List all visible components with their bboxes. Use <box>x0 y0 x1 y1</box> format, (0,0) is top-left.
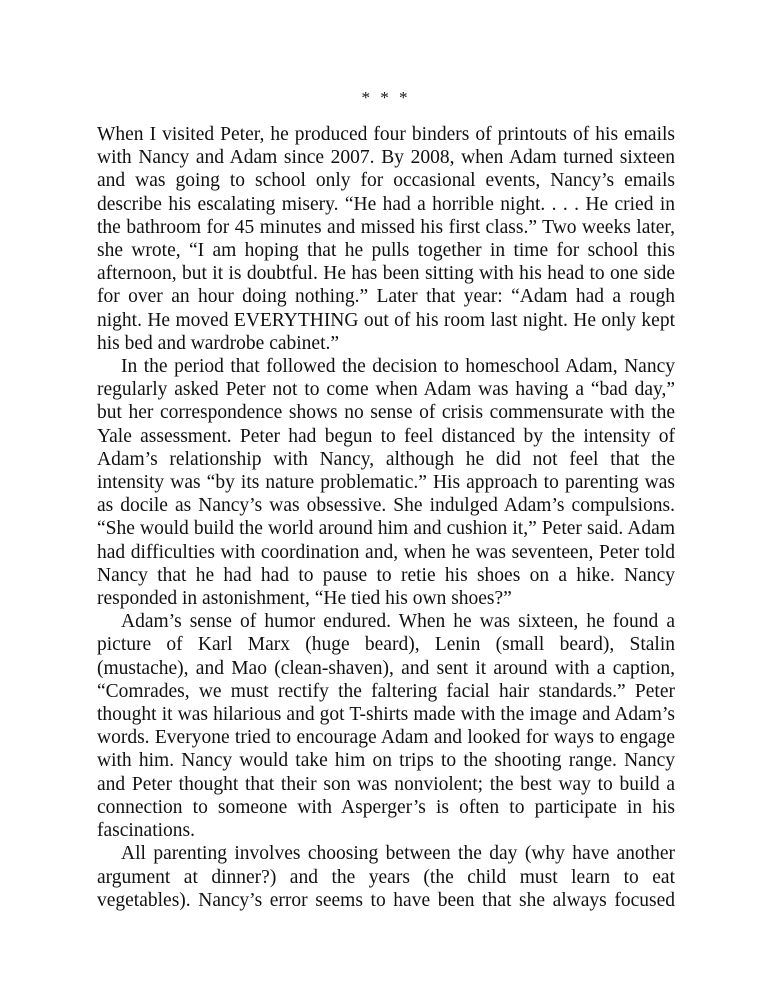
text-line: to engage with him. Nancy would take him on trips to the shooting <box>97 727 676 772</box>
text-line: emails with Nancy and Adam since 2007. By 2008, when Adam turned <box>97 124 675 169</box>
text-line: argument at dinner?) and the years (the child must learn to eat <box>97 866 675 888</box>
text-line: weeks later, she wrote, “I am hoping that he pulls together in time for <box>97 216 676 262</box>
text-line: Adam’s sense of humor endured. When he was sixteen, he found a <box>121 611 675 633</box>
text-line: cried in the bathroom for 45 minutes and missed his first class.” Two <box>97 193 675 238</box>
body-text <box>97 123 675 912</box>
text-line: When I visited Peter, he produced four binders of printouts of his <box>97 124 619 145</box>
text-line: “Comrades, we must rectify the faltering facial hair standards.” Peter <box>97 680 675 702</box>
text-line: Yale assessment. Peter had begun to feel distanced by the intensity of <box>97 425 675 447</box>
text-line: regularly asked Peter not to come when Adam was having a “bad day,” <box>97 379 675 401</box>
text-line: emails describe his escalating misery. “He had a horrible night. . . . He <box>97 170 675 215</box>
text-line: way to build a connection to someone with Asperger’s is often to <box>97 773 675 818</box>
paragraph-2 <box>97 355 675 610</box>
text-line: range. Nancy and Peter thought that their son was nonviolent; the best <box>97 750 675 795</box>
text-line: In the period that followed the decision to homeschool Adam, Nancy <box>121 356 675 378</box>
text-line: “Adam had a rough night. He moved EVERYTHING out of his room <box>97 286 675 331</box>
text-line: intensity was “by its nature problematic.” His approach to parenting was <box>97 472 675 494</box>
text-line: (mustache), and Mao (clean-shaven), and sent it around with a caption, <box>97 657 675 679</box>
text-line: “She would build the world around him and cushion it,” Peter said. <box>97 518 624 540</box>
text-line: thought it was hilarious and got T-shirts made with the image and <box>97 704 611 726</box>
text-line: Peter told Nancy that he had had to pause to retie his shoes on a hike. <box>97 541 676 586</box>
text-line: Adam’s words. Everyone tried to encourage Adam and looked for ways <box>97 704 675 749</box>
text-line: school this afternoon, but it is doubtful. He has been sitting with his <box>97 240 675 285</box>
paragraph-3 <box>97 610 675 842</box>
text-line: All parenting involves choosing between the day (why have another <box>121 843 675 865</box>
text-line: vegetables). Nancy’s error seems to have been that she always focused <box>97 889 675 911</box>
text-line: Adam had difficulties with coordination and, when he was seventeen, <box>97 518 675 563</box>
paragraph-4 <box>97 842 675 912</box>
text-line: sixteen and was going to school only for occasional events, Nancy’s <box>97 147 676 192</box>
text-line: Adam’s relationship with Nancy, although he did not feel that the <box>97 448 675 470</box>
text-line: participate in his fascinations. <box>97 796 675 842</box>
text-line: last night. He only kept his bed and wardrobe cabinet.” <box>97 309 676 354</box>
text-line: but her correspondence shows no sense of crisis commensurate with the <box>97 402 675 424</box>
text-line: head to one side for over an hour doing nothing.” Later that year: <box>97 263 676 308</box>
text-line: picture of Karl Marx (huge beard), Lenin (small beard), Stalin <box>97 634 675 656</box>
text-line: as docile as Nancy’s was obsessive. She indulged Adam’s compulsions. <box>97 495 675 517</box>
paragraph-1 <box>97 123 675 355</box>
text-line: Nancy responded in astonishment, “He tied his own shoes?” <box>97 564 676 610</box>
section-separator: * * * <box>361 88 411 107</box>
